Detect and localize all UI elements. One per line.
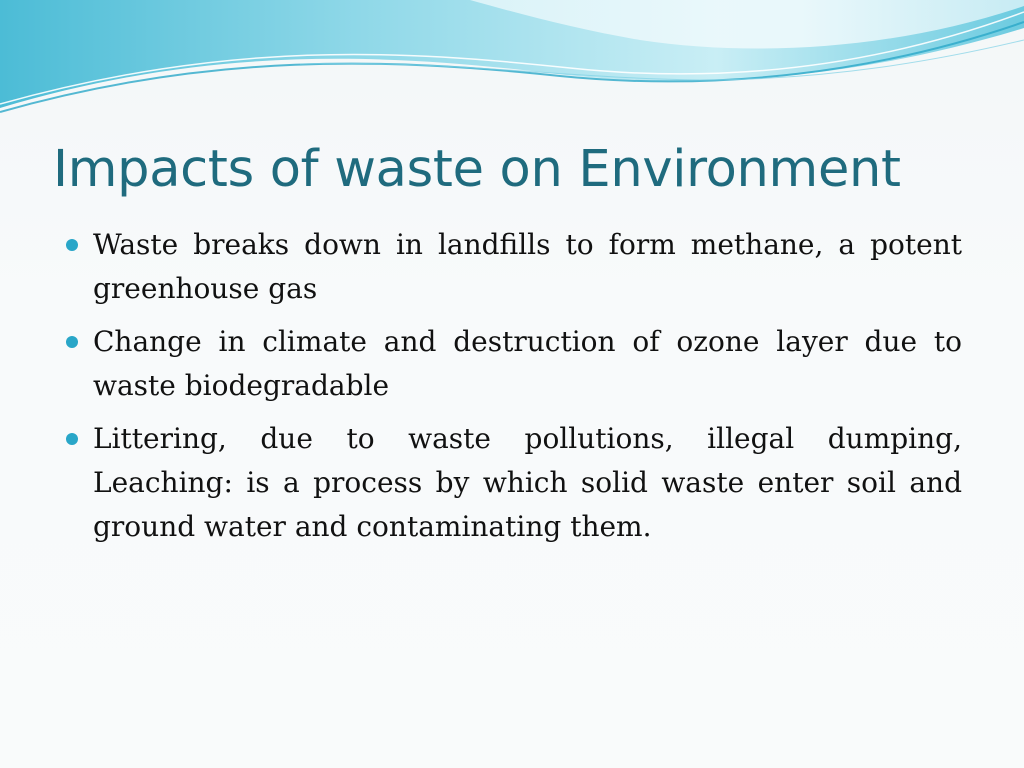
bullet-dot-icon — [66, 433, 78, 445]
bullet-item-climate — [66, 320, 962, 408]
wave-header-decoration — [0, 0, 1024, 120]
bullet-text: Change in climate and destruction of ozone layer due to waste biodegradable — [93, 325, 962, 402]
bullet-dot-icon — [66, 239, 78, 251]
bullet-item-littering — [66, 417, 962, 549]
bullet-text: Waste breaks down in landfills to form methane, a potent greenhouse gas — [93, 228, 962, 305]
slide-title: Impacts of waste on Environment — [53, 140, 901, 199]
bullet-item-methane — [66, 223, 962, 311]
bullet-dot-icon — [66, 336, 78, 348]
bullet-list — [66, 223, 962, 558]
bullet-text: Littering, due to waste pollutions, illegal dumping, Leaching: is a process by which solid waste enter soil and ground water and contaminating them. — [93, 422, 962, 543]
